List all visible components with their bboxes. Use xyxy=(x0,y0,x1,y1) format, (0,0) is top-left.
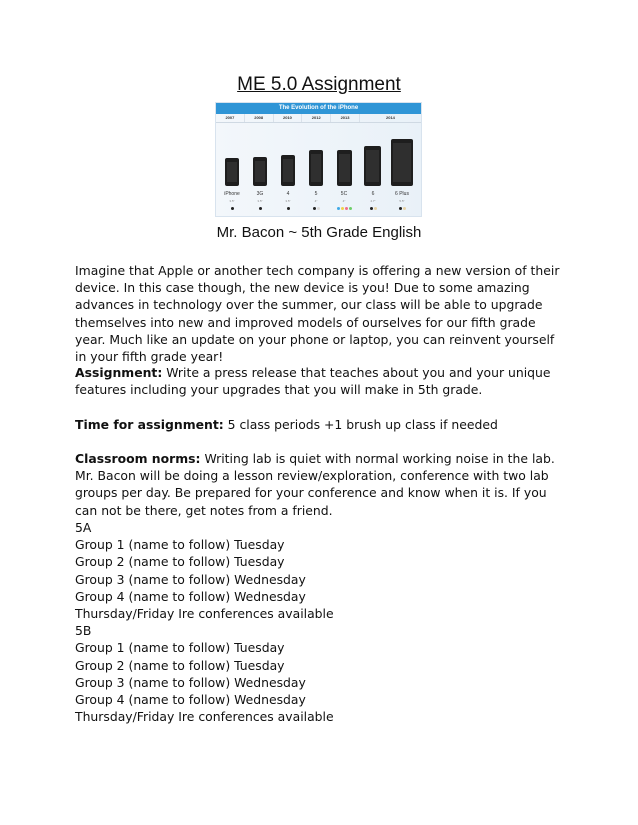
norms-label: Classroom norms: xyxy=(75,451,201,466)
phone-color-dots xyxy=(248,207,272,210)
phone-image xyxy=(391,139,413,186)
iphone-evolution-infographic xyxy=(215,102,422,217)
conference-schedule xyxy=(75,519,565,725)
infographic-year: 2007 xyxy=(216,114,245,122)
phone-image xyxy=(225,158,239,186)
phone-name: 6 xyxy=(371,191,375,197)
list-item: Thursday/Friday Ire conferences available xyxy=(75,709,334,725)
class-heading: 5B xyxy=(75,623,92,639)
assignment-label: Assignment: xyxy=(75,365,163,380)
list-item: Group 2 (name to follow) Tuesday xyxy=(75,657,285,673)
phone-color-dots xyxy=(304,207,328,210)
time-paragraph xyxy=(75,416,565,433)
list-item: Group 4 (name to follow) Wednesday xyxy=(75,588,306,604)
assignment-paragraph xyxy=(75,364,565,398)
time-label: Time for assignment: xyxy=(75,417,224,432)
phone-size: 4.7" xyxy=(370,199,376,203)
phone-name: 3G xyxy=(256,191,264,197)
list-item: Thursday/Friday Ire conferences available xyxy=(75,606,334,622)
infographic-year: 2014 xyxy=(386,115,395,120)
class-heading: 5A xyxy=(75,520,92,535)
document-subtitle: Mr. Bacon ~ 5th Grade English xyxy=(216,224,422,241)
list-item: Group 4 (name to follow) Wednesday xyxy=(75,692,306,708)
phone-color-dots xyxy=(332,207,356,210)
infographic-year: 2008 xyxy=(245,114,274,122)
phone-name: 4 xyxy=(286,191,290,197)
list-item: Group 2 (name to follow) Tuesday xyxy=(75,554,285,570)
list-item: Group 1 (name to follow) Tuesday xyxy=(75,537,285,553)
phone-color-dots xyxy=(276,207,300,210)
assignment-text: Write a press release that teaches about you and your unique features including your upgrades that you will make in 5th grade. xyxy=(75,365,551,398)
infographic-header: The Evolution of the iPhone xyxy=(216,103,421,114)
norms-text: Writing lab is quiet with normal working noise in the lab. Mr. Bacon will be doing a lesson review/exploration, conference with two lab groups per day. Be prepared for your conference and know when it is. If you can not be there, get notes from a friend. xyxy=(75,451,555,518)
phone-size: 4" xyxy=(342,199,346,203)
phone-image xyxy=(253,157,267,186)
phone-name: 5C xyxy=(340,191,348,197)
infographic-year: 2012 xyxy=(302,114,331,122)
phone-size: 3.5" xyxy=(285,199,291,203)
phone-name: 5 xyxy=(314,191,318,197)
intro-paragraph: Imagine that Apple or another tech company is offering a new version of their device. In this case though, the new device is you! Due to some amazing advances in technology over the summer, our class will be able to upgrade themselves into new and improved models of ourselves for our fifth grade year. Much like an update on your phone or laptop, you can reinvent yourself in your fifth grade year! xyxy=(75,263,560,365)
phone-lineup xyxy=(216,122,421,216)
phone-color-dots xyxy=(361,207,385,210)
time-text: 5 class periods +1 brush up class if needed xyxy=(223,417,498,432)
phone-image xyxy=(281,155,295,186)
phone-name: 6 Plus xyxy=(395,191,409,197)
list-item: Group 3 (name to follow) Wednesday xyxy=(75,674,306,690)
phone-color-dots xyxy=(390,207,414,210)
norms-paragraph xyxy=(75,450,565,519)
phone-image xyxy=(364,146,381,186)
phone-size: 3.5" xyxy=(229,199,235,203)
list-item: Group 3 (name to follow) Wednesday xyxy=(75,571,306,587)
document-title: ME 5.0 Assignment xyxy=(237,74,401,95)
phone-image xyxy=(337,150,352,186)
phone-size: 5.5" xyxy=(399,199,405,203)
phone-color-dots xyxy=(220,207,244,210)
infographic-year: 2013 xyxy=(331,114,360,122)
phone-size: 3.5" xyxy=(257,199,263,203)
phone-size: 4" xyxy=(314,199,318,203)
list-item: Group 1 (name to follow) Tuesday xyxy=(75,640,285,656)
phone-name: iPhone xyxy=(224,191,240,197)
phone-image xyxy=(309,150,323,186)
infographic-year: 2010 xyxy=(274,114,303,122)
